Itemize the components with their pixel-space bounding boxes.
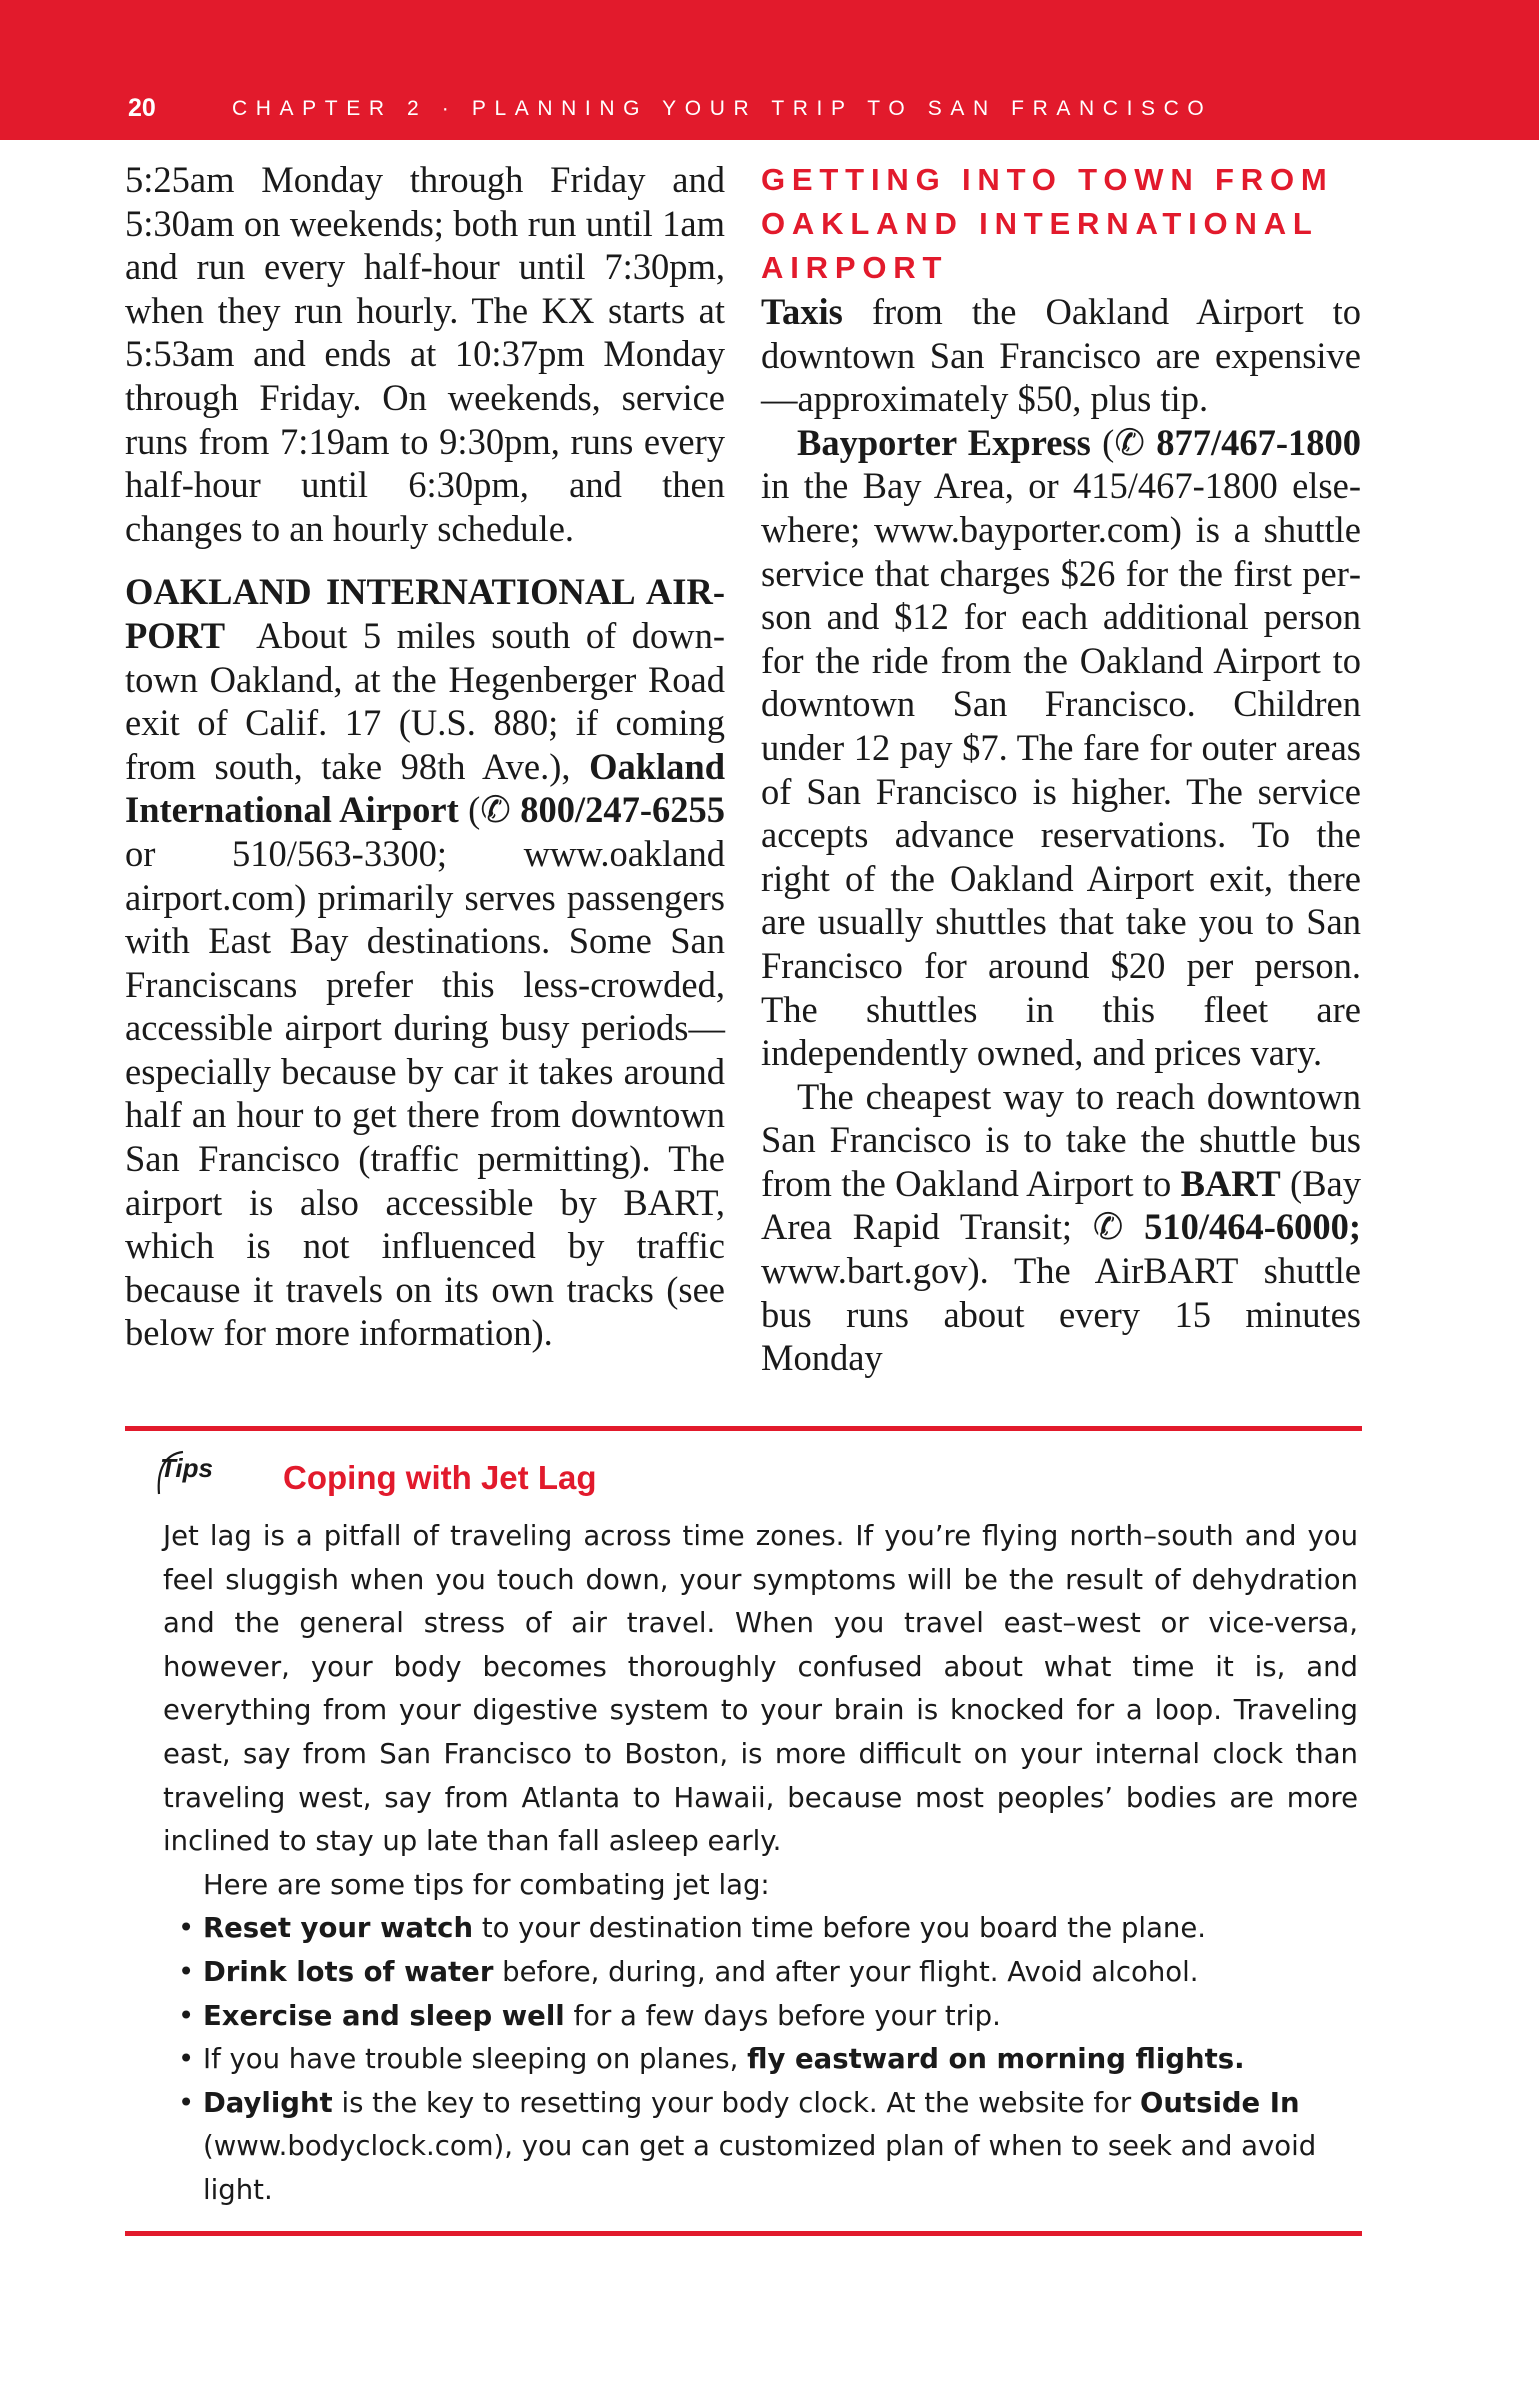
phone-icon: ✆ <box>1114 421 1145 463</box>
running-head: CHAPTER 2 · PLANNING YOUR TRIP TO SAN FRANCISCO <box>232 97 1213 120</box>
bayporter-text: in the Bay Area, or 415/467-1800 elsewhere; www.bayporter.com) is a shuttle service that charges $26 for the first person and $12 for each additional person for the ride from the Oakland Airport to downtown San Francisco. Children under 12 pay $7. The fare for outer areas of San Francisco is higher. The service accepts advance reservations. To the right of the Oakland Airport exit, there are usually shuttles that take you to San Francisco for around $20 per person. The shuttles in this fleet are independently owned, and prices vary. <box>761 465 1361 1074</box>
tip-bold: Daylight <box>202 2086 333 2119</box>
phone-paren: ( <box>1102 421 1115 463</box>
bart-text-1: The cheapest way to reach downtown San Francisco is to take the shuttle bus from the Oakland Airport to <box>761 1075 1361 1204</box>
oakland-airport-location: About 5 miles south of downtown Oakland, at the Hegenberger Road exit of Calif. 17 (U.S. 880; if coming from south, take 98th Ave.), <box>125 614 726 787</box>
tips-box-body <box>163 1515 1358 2213</box>
schedule-paragraph: 5:25am Monday through Friday and 5:30am on weekends; both run until 1am and run every half-hour until 7:30pm, when they run hourly. The KX starts at 5:53am and ends at 10:37pm Monday through Friday. On weekends, service runs from 7:19am to 9:30pm, runs every half-hour until 6:30pm, and then changes to an hourly schedule. <box>125 159 725 549</box>
bart-phone: 510/464-6000; <box>1144 1206 1362 1248</box>
oakland-airport-details: or 510/563-3300; www.oakland airport.com) primarily serves passengers with East Bay destinations. Some San Franciscans prefer this less-crowded, accessible airport during busy periods—especially because by car it takes around half an hour to get there from downtown San Francisco (traffic permitting). The airport is also accessible by BART, which is not influenced by traffic because it travels on its own tracks (see below for more information). <box>125 832 725 1354</box>
jet-lag-tips-list <box>163 1907 1358 2212</box>
tip-text: is the key to resetting your body clock. At the website for <box>341 2086 1132 2119</box>
oakland-airport-phone: 800/247-6255 <box>520 789 726 831</box>
phone-icon: ✆ <box>1092 1206 1124 1248</box>
tip-text: If you have trouble sleeping on planes, <box>202 2043 739 2076</box>
jet-lag-tips-lead: Here are some tips for combating jet lag: <box>203 1868 770 1901</box>
tip-bold: Reset your watch <box>202 1912 474 1945</box>
right-column <box>761 158 1361 1380</box>
left-column <box>125 158 725 1355</box>
page-number: 20 <box>128 94 156 122</box>
bart-text-2: (Bay Area Rapid Transit; <box>761 1162 1361 1248</box>
phone-icon: ✆ <box>480 789 511 831</box>
tips-box-bottom-rule <box>125 2231 1362 2236</box>
bayporter-phone: 877/467-1800 <box>1156 421 1362 463</box>
bayporter-paragraph <box>761 421 1361 1075</box>
tips-box-top-rule <box>125 1426 1362 1431</box>
list-item <box>163 1995 1358 2039</box>
tip-bold: fly eastward on morning flights. <box>747 2043 1245 2076</box>
oakland-airport-paragraph <box>125 570 725 1355</box>
jet-lag-intro: Jet lag is a pitfall of traveling across time zones. If you’re flying north–south and you feel sluggish when you touch down, your symptoms will be the result of dehydration and the general stress of air travel. When you travel east–west or vice-versa, however, your body becomes thoroughly confused about what time it is, and everything from your digestive system to your brain is knocked for a loop. Traveling east, say from San Francisco to Boston, is more difficult on your internal clock than traveling west, say from Atlanta to Hawaii, because most peoples’ bodies are more inclined to stay up late than fall asleep early. <box>163 1520 1358 1858</box>
taxis-label: Taxis <box>761 291 843 332</box>
phone-paren: ( <box>468 789 481 831</box>
taxis-text: from the Oakland Airport to downtown San Francisco are expensive—approximately $50, plus tip. <box>761 291 1361 420</box>
tips-badge: Tips <box>160 1453 213 1483</box>
tips-box-title: Coping with Jet Lag <box>283 1459 597 1496</box>
list-item <box>163 1951 1358 1995</box>
tip-bold: Drink lots of water <box>202 1955 494 1988</box>
list-item <box>163 2082 1358 2213</box>
oakland-transport-subhead: GETTING INTO TOWN FROM OAKLAND INTERNATIONAL AIRPORT <box>761 162 1334 285</box>
list-item <box>163 2038 1358 2082</box>
bayporter-label: Bayporter Express <box>797 421 1091 463</box>
tip-bold: Exercise and sleep well <box>202 1999 565 2032</box>
oakland-airport-heading: OAKLAND INTERNATIONAL AIRPORT <box>125 571 725 656</box>
tip-bold: Outside In <box>1139 2086 1300 2119</box>
tip-text: (www.bodyclock.com), you can get a customized plan of when to seek and avoid light. <box>203 2130 1317 2206</box>
list-item <box>163 1907 1358 1951</box>
taxis-paragraph <box>761 290 1361 421</box>
bart-paragraph <box>761 1075 1361 1380</box>
oakland-airport-name: Oakland International Airport <box>125 745 725 831</box>
bart-label: BART <box>1180 1162 1281 1204</box>
tip-text: for a few days before your trip. <box>573 1999 1001 2032</box>
tip-text: to your destination time before you board the plane. <box>481 1912 1207 1945</box>
tip-text: before, during, and after your flight. Avoid alcohol. <box>502 1955 1199 1988</box>
bart-text-3: www.bart.gov). The AirBART shuttle bus runs about every 15 minutes Monday <box>761 1250 1361 1379</box>
